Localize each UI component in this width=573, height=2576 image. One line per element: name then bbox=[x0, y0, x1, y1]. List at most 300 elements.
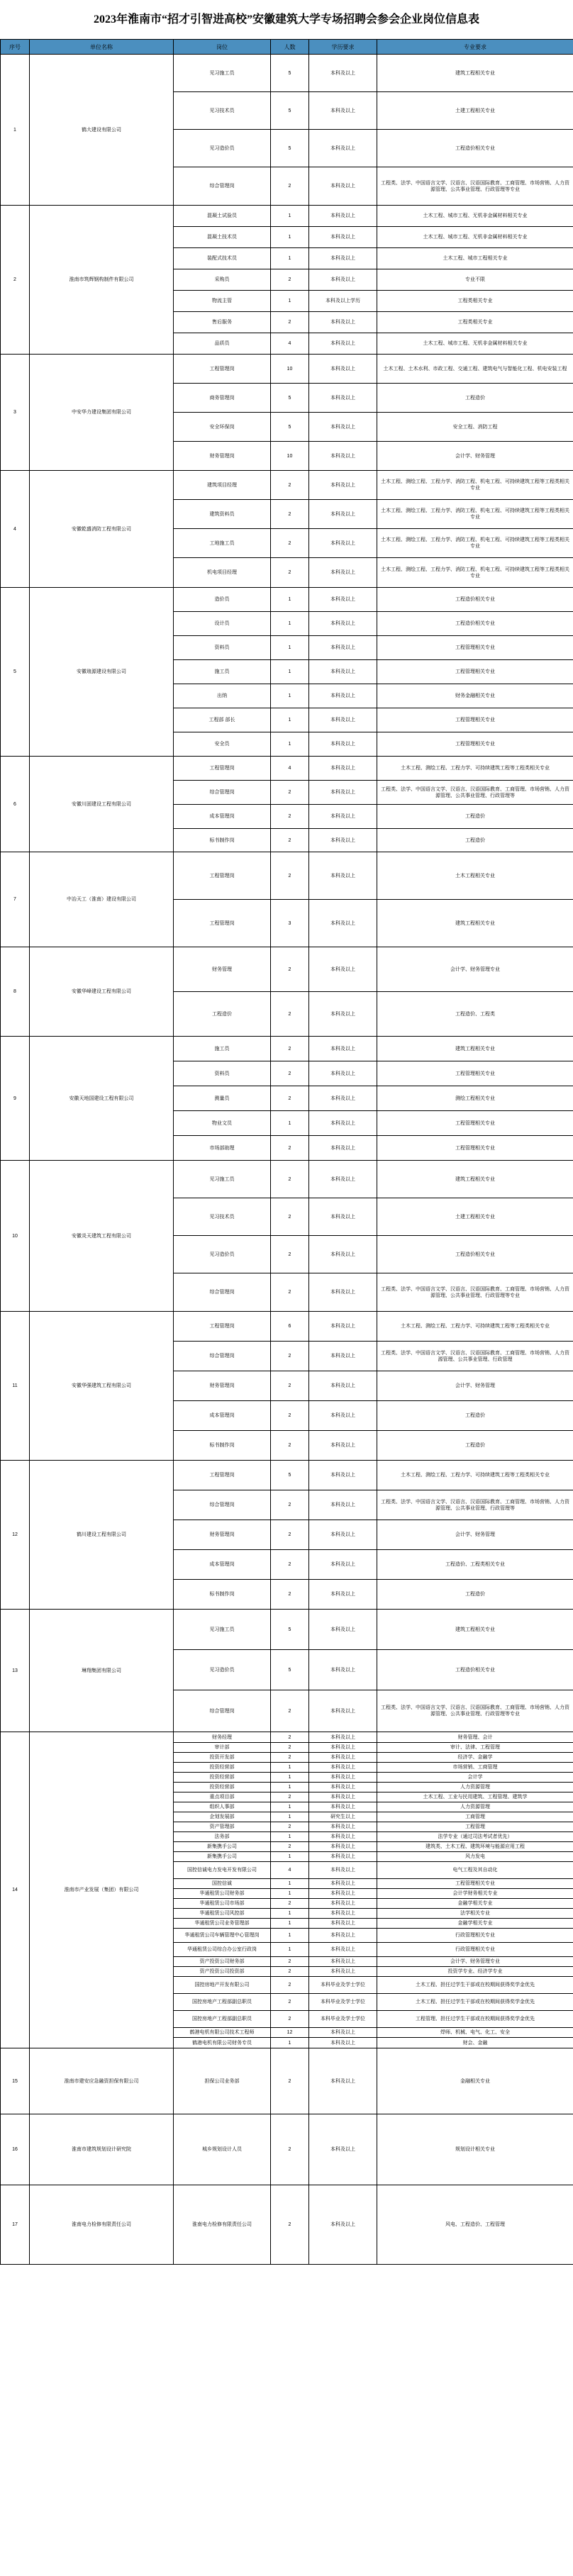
major-requirement: 土木工程、测绘工程、工程力学、消防工程、机电工程、可持续建筑工程等工程类相关专业 bbox=[377, 500, 573, 529]
table-row bbox=[1, 757, 573, 781]
head-count: 2 bbox=[271, 1550, 309, 1580]
major-requirement: 风力发电 bbox=[377, 1852, 573, 1862]
major-requirement: 工程类相关专业 bbox=[377, 312, 573, 333]
major-requirement: 工程类、法学、中国语言文学、汉语言、汉语国际教育、工商管理、市场营销、人力资源管理、公共事业管理、行政管理等专业 bbox=[377, 1273, 573, 1312]
position-title: 见习技术员 bbox=[174, 1198, 271, 1236]
major-requirement: 会计学、财务管理 bbox=[377, 442, 573, 471]
head-count: 1 bbox=[271, 1879, 309, 1889]
position-title: 工程管理岗 bbox=[174, 852, 271, 900]
head-count: 1 bbox=[271, 1763, 309, 1773]
company-name: 淮南市建筑规划设计研究院 bbox=[30, 2114, 174, 2185]
row-index: 12 bbox=[1, 1461, 30, 1610]
major-requirement: 工程造价 bbox=[377, 805, 573, 829]
major-requirement: 工程管理相关专业 bbox=[377, 1879, 573, 1889]
major-requirement: 建筑工程相关专业 bbox=[377, 55, 573, 92]
major-requirement: 工程造价相关专业 bbox=[377, 130, 573, 167]
major-requirement: 行政管理相关专业 bbox=[377, 1929, 573, 1943]
position-title: 成本管理岗 bbox=[174, 1401, 271, 1431]
head-count: 1 bbox=[271, 1111, 309, 1136]
position-title: 混凝土技术员 bbox=[174, 227, 271, 248]
education-requirement: 本科及以上 bbox=[309, 1490, 377, 1520]
education-requirement: 本科及以上 bbox=[309, 1943, 377, 1957]
education-requirement: 本科及以上 bbox=[309, 1929, 377, 1943]
major-requirement: 工程管理、担任过学生干部或在校期间获得奖学金优先 bbox=[377, 2011, 573, 2028]
education-requirement: 本科及以上 bbox=[309, 558, 377, 588]
head-count: 5 bbox=[271, 55, 309, 92]
head-count: 2 bbox=[271, 1899, 309, 1909]
row-index: 13 bbox=[1, 1610, 30, 1732]
head-count: 1 bbox=[271, 732, 309, 757]
major-requirement: 土木工程、测绘工程、工程力学、可持续建筑工程等工程类相关专业 bbox=[377, 757, 573, 781]
major-requirement: 金融相关专业 bbox=[377, 2048, 573, 2114]
head-count: 1 bbox=[271, 708, 309, 732]
head-count: 2 bbox=[271, 992, 309, 1037]
position-title: 资产投资公司财务部 bbox=[174, 1957, 271, 1967]
head-count: 1 bbox=[271, 1783, 309, 1792]
position-title: 见习造价员 bbox=[174, 1650, 271, 1690]
head-count: 2 bbox=[271, 1690, 309, 1732]
education-requirement: 本科及以上 bbox=[309, 900, 377, 947]
education-requirement: 本科及以上学历 bbox=[309, 291, 377, 312]
head-count: 2 bbox=[271, 269, 309, 291]
major-requirement: 投资学专业、经济学专业 bbox=[377, 1967, 573, 1977]
position-title: 售后服务 bbox=[174, 312, 271, 333]
position-title: 华通租赁公司风控部 bbox=[174, 1909, 271, 1919]
major-requirement: 建筑工程相关专业 bbox=[377, 1161, 573, 1198]
education-requirement: 本科及以上 bbox=[309, 1401, 377, 1431]
position-title: 设计员 bbox=[174, 612, 271, 636]
head-count: 2 bbox=[271, 2048, 309, 2114]
row-index: 11 bbox=[1, 1312, 30, 1461]
position-title: 财务管理岗 bbox=[174, 1371, 271, 1401]
position-title: 工程造价 bbox=[174, 992, 271, 1037]
education-requirement: 本科及以上 bbox=[309, 1909, 377, 1919]
head-count: 1 bbox=[271, 1919, 309, 1929]
major-requirement: 工程造价、工程类相关专业 bbox=[377, 1550, 573, 1580]
table-row bbox=[1, 1461, 573, 1490]
table-row bbox=[1, 206, 573, 227]
education-requirement: 本科及以上 bbox=[309, 1842, 377, 1852]
position-title: 工程管理岗 bbox=[174, 1461, 271, 1490]
major-requirement: 会计学、财务管理 bbox=[377, 1371, 573, 1401]
major-requirement: 工程造价 bbox=[377, 1580, 573, 1610]
major-requirement: 工程管理相关专业 bbox=[377, 708, 573, 732]
head-count: 2 bbox=[271, 1401, 309, 1431]
head-count: 2 bbox=[271, 312, 309, 333]
head-count: 12 bbox=[271, 2028, 309, 2038]
head-count: 5 bbox=[271, 1610, 309, 1650]
head-count: 2 bbox=[271, 2185, 309, 2265]
education-requirement: 本科及以上 bbox=[309, 829, 377, 852]
major-requirement: 工程类、法学、中国语言文学、汉语言、汉语国际教育、工商管理、市场营销、人力资源管理、公共事业管理、行政管理等专业 bbox=[377, 167, 573, 206]
head-count: 2 bbox=[271, 781, 309, 805]
table-header-row bbox=[1, 40, 573, 55]
position-title: 鹤港电机有限公司技术工程师 bbox=[174, 2028, 271, 2038]
major-requirement: 建筑工程相关专业 bbox=[377, 1610, 573, 1650]
position-title: 混凝土试验员 bbox=[174, 206, 271, 227]
major-requirement: 焊师、机械、电气、化工、安全 bbox=[377, 2028, 573, 2038]
major-requirement: 财会、金融 bbox=[377, 2038, 573, 2048]
head-count: 2 bbox=[271, 1822, 309, 1832]
major-requirement: 工程管理相关专业 bbox=[377, 636, 573, 660]
head-count: 2 bbox=[271, 1236, 309, 1273]
company-name: 淮南市筑辉钢构制件有限公司 bbox=[30, 206, 174, 355]
header-company: 单位名称 bbox=[30, 40, 174, 55]
education-requirement: 本科及以上 bbox=[309, 684, 377, 708]
education-requirement: 本科及以上 bbox=[309, 732, 377, 757]
education-requirement: 本科及以上 bbox=[309, 227, 377, 248]
position-title: 建筑资料员 bbox=[174, 500, 271, 529]
position-title: 工程部 部长 bbox=[174, 708, 271, 732]
row-index: 10 bbox=[1, 1161, 30, 1312]
head-count: 2 bbox=[271, 1037, 309, 1061]
major-requirement: 工程造价 bbox=[377, 1401, 573, 1431]
company-name: 安徽乾盛消防工程有限公司 bbox=[30, 471, 174, 588]
major-requirement: 工程造价 bbox=[377, 1431, 573, 1461]
head-count: 1 bbox=[271, 1832, 309, 1842]
major-requirement: 规划设计相关专业 bbox=[377, 2114, 573, 2185]
position-title: 物流主管 bbox=[174, 291, 271, 312]
major-requirement: 工程管理相关专业 bbox=[377, 660, 573, 684]
head-count: 1 bbox=[271, 1943, 309, 1957]
major-requirement: 土木工程相关专业 bbox=[377, 852, 573, 900]
company-name: 琳翔集团有限公司 bbox=[30, 1610, 174, 1732]
recruitment-table-wrap bbox=[0, 39, 573, 2265]
position-title: 综合管理岗 bbox=[174, 1342, 271, 1371]
education-requirement: 本科及以上 bbox=[309, 529, 377, 558]
table-row bbox=[1, 2114, 573, 2185]
education-requirement: 本科及以上 bbox=[309, 1236, 377, 1273]
education-requirement: 本科及以上 bbox=[309, 2048, 377, 2114]
position-title: 资料员 bbox=[174, 1061, 271, 1086]
major-requirement: 财务管理、会计 bbox=[377, 1732, 573, 1743]
position-title: 国控信诚 bbox=[174, 1879, 271, 1889]
head-count: 1 bbox=[271, 1812, 309, 1822]
major-requirement: 土木工程、工业与民用建筑、工程管理、建筑学 bbox=[377, 1792, 573, 1802]
position-title: 综合管理岗 bbox=[174, 1690, 271, 1732]
education-requirement: 本科及以上 bbox=[309, 1061, 377, 1086]
education-requirement: 本科及以上 bbox=[309, 1783, 377, 1792]
head-count: 2 bbox=[271, 1792, 309, 1802]
head-count: 2 bbox=[271, 471, 309, 500]
head-count: 2 bbox=[271, 2011, 309, 2028]
major-requirement: 会计学 bbox=[377, 1773, 573, 1783]
table-row bbox=[1, 1732, 573, 1743]
education-requirement: 本科及以上 bbox=[309, 1580, 377, 1610]
major-requirement: 工程管理相关专业 bbox=[377, 1061, 573, 1086]
position-title: 成本管理岗 bbox=[174, 1550, 271, 1580]
head-count: 2 bbox=[271, 1273, 309, 1312]
head-count: 2 bbox=[271, 1371, 309, 1401]
head-count: 2 bbox=[271, 1967, 309, 1977]
major-requirement: 审计、法律、工程管理 bbox=[377, 1743, 573, 1753]
education-requirement: 本科及以上 bbox=[309, 1550, 377, 1580]
head-count: 1 bbox=[271, 1889, 309, 1899]
position-title: 施工员 bbox=[174, 660, 271, 684]
company-name: 安徽川固建设工程有限公司 bbox=[30, 757, 174, 852]
major-requirement: 土木工程、城市工程、无机非金属材料相关专业 bbox=[377, 206, 573, 227]
head-count: 2 bbox=[271, 1732, 309, 1743]
head-count: 1 bbox=[271, 1929, 309, 1943]
position-title: 综合管理岗 bbox=[174, 1490, 271, 1520]
major-requirement: 工程造价相关专业 bbox=[377, 588, 573, 612]
major-requirement: 安全工程、消防工程 bbox=[377, 413, 573, 442]
head-count: 1 bbox=[271, 1852, 309, 1862]
education-requirement: 本科及以上 bbox=[309, 1822, 377, 1832]
head-count: 5 bbox=[271, 130, 309, 167]
head-count: 1 bbox=[271, 1773, 309, 1783]
position-title: 投资开发部 bbox=[174, 1753, 271, 1763]
major-requirement: 会计学、财务管理专业 bbox=[377, 947, 573, 992]
major-requirement: 会计学、财务管理专业 bbox=[377, 1957, 573, 1967]
major-requirement: 工程类、法学、中国语言文学、汉语言、汉语国际教育、工商管理、市场营销、人力资源管理、公共事业管理、行政管理等 bbox=[377, 1490, 573, 1520]
position-title: 成本管理岗 bbox=[174, 805, 271, 829]
head-count: 2 bbox=[271, 1086, 309, 1111]
major-requirement: 风电、工程造价、工程管理 bbox=[377, 2185, 573, 2265]
education-requirement: 本科及以上 bbox=[309, 947, 377, 992]
head-count: 4 bbox=[271, 1862, 309, 1879]
education-requirement: 本科及以上 bbox=[309, 1967, 377, 1977]
education-requirement: 本科及以上 bbox=[309, 1957, 377, 1967]
major-requirement: 土建工程相关专业 bbox=[377, 92, 573, 130]
head-count: 2 bbox=[271, 1842, 309, 1852]
company-name: 安徽炎天建筑工程有限公司 bbox=[30, 1161, 174, 1312]
position-title: 投资经营部 bbox=[174, 1763, 271, 1773]
position-title: 淮南电力检修有限责任公司 bbox=[174, 2185, 271, 2265]
major-requirement: 金融学相关专业 bbox=[377, 1899, 573, 1909]
education-requirement: 本科及以上 bbox=[309, 2185, 377, 2265]
education-requirement: 本科毕业及学士学位 bbox=[309, 1977, 377, 1994]
major-requirement: 土木工程、土木水利、市政工程、交通工程、建筑电气与智能化工程、机电安装工程 bbox=[377, 355, 573, 384]
head-count: 2 bbox=[271, 1580, 309, 1610]
major-requirement: 建筑工程相关专业 bbox=[377, 900, 573, 947]
position-title: 见习施工员 bbox=[174, 1161, 271, 1198]
header-count: 人数 bbox=[271, 40, 309, 55]
row-index: 16 bbox=[1, 2114, 30, 2185]
position-title: 投资经营部 bbox=[174, 1773, 271, 1783]
position-title: 财务管理岗 bbox=[174, 1520, 271, 1550]
head-count: 2 bbox=[271, 1490, 309, 1520]
education-requirement: 本科及以上 bbox=[309, 2028, 377, 2038]
major-requirement: 金融学相关专业 bbox=[377, 1919, 573, 1929]
major-requirement: 工程类、法学、中国语言文学、汉语言、汉语国际教育、工商管理、市场营销、人力资源管理、公共事业管理、行政管理 bbox=[377, 1342, 573, 1371]
education-requirement: 本科及以上 bbox=[309, 757, 377, 781]
education-requirement: 本科及以上 bbox=[309, 167, 377, 206]
major-requirement: 工程造价相关专业 bbox=[377, 612, 573, 636]
major-requirement: 工程管理相关专业 bbox=[377, 1111, 573, 1136]
position-title: 安全员 bbox=[174, 732, 271, 757]
major-requirement: 法学专业（通过司法考试者优先） bbox=[377, 1832, 573, 1842]
header-major: 专业要求 bbox=[377, 40, 573, 55]
position-title: 国控房地产开发有限公司 bbox=[174, 1977, 271, 1994]
table-row bbox=[1, 471, 573, 500]
education-requirement: 本科及以上 bbox=[309, 1753, 377, 1763]
company-name: 中冶天工（淮南）建设有限公司 bbox=[30, 852, 174, 947]
education-requirement: 本科及以上 bbox=[309, 588, 377, 612]
major-requirement: 工程造价 bbox=[377, 829, 573, 852]
head-count: 2 bbox=[271, 1520, 309, 1550]
position-title: 见习施工员 bbox=[174, 1610, 271, 1650]
education-requirement: 本科及以上 bbox=[309, 708, 377, 732]
education-requirement: 本科及以上 bbox=[309, 1610, 377, 1650]
education-requirement: 本科及以上 bbox=[309, 612, 377, 636]
row-index: 2 bbox=[1, 206, 30, 355]
major-requirement: 工程类、法学、中国语言文学、汉语言、汉语国际教育、工商管理、市场营销、人力资源管理、公共事业管理、行政管理等 bbox=[377, 781, 573, 805]
head-count: 2 bbox=[271, 1753, 309, 1763]
major-requirement: 土木工程、城市工程、无机非金属材料相关专业 bbox=[377, 227, 573, 248]
position-title: 财务经理 bbox=[174, 1732, 271, 1743]
position-title: 城乡规划设计人员 bbox=[174, 2114, 271, 2185]
head-count: 10 bbox=[271, 442, 309, 471]
education-requirement: 本科及以上 bbox=[309, 55, 377, 92]
position-title: 资产管理部 bbox=[174, 1822, 271, 1832]
education-requirement: 本科及以上 bbox=[309, 992, 377, 1037]
company-name: 淮南电力检修有限责任公司 bbox=[30, 2185, 174, 2265]
position-title: 新集携手公司 bbox=[174, 1842, 271, 1852]
header-index: 序号 bbox=[1, 40, 30, 55]
table-row bbox=[1, 2048, 573, 2114]
education-requirement: 本科及以上 bbox=[309, 1879, 377, 1889]
position-title: 国控房地产工程部副总职员 bbox=[174, 1994, 271, 2011]
position-title: 综合管理岗 bbox=[174, 167, 271, 206]
position-title: 审计部 bbox=[174, 1743, 271, 1753]
head-count: 2 bbox=[271, 558, 309, 588]
major-requirement: 土木工程、测绘工程、工程力学、消防工程、机电工程、可持续建筑工程等工程类相关专业 bbox=[377, 471, 573, 500]
company-name: 鹤川建设工程有限公司 bbox=[30, 1461, 174, 1610]
major-requirement: 土木工程、担任过学生干部或在校期间获得奖学金优先 bbox=[377, 1994, 573, 2011]
position-title: 组织人事部 bbox=[174, 1802, 271, 1812]
row-index: 1 bbox=[1, 55, 30, 206]
head-count: 2 bbox=[271, 805, 309, 829]
head-count: 6 bbox=[271, 1312, 309, 1342]
position-title: 华通租赁公司业务管理部 bbox=[174, 1919, 271, 1929]
major-requirement: 建筑工程相关专业 bbox=[377, 1037, 573, 1061]
head-count: 1 bbox=[271, 1802, 309, 1812]
education-requirement: 本科及以上 bbox=[309, 1136, 377, 1161]
education-requirement: 本科及以上 bbox=[309, 1650, 377, 1690]
header-position: 岗位 bbox=[174, 40, 271, 55]
position-title: 机电项目经理 bbox=[174, 558, 271, 588]
position-title: 见习施工员 bbox=[174, 55, 271, 92]
position-title: 国控信诚电力发电开发有限公司 bbox=[174, 1862, 271, 1879]
head-count: 1 bbox=[271, 1909, 309, 1919]
major-requirement: 专业不限 bbox=[377, 269, 573, 291]
education-requirement: 本科及以上 bbox=[309, 1371, 377, 1401]
education-requirement: 本科及以上 bbox=[309, 1690, 377, 1732]
education-requirement: 本科及以上 bbox=[309, 1802, 377, 1812]
position-title: 见习技术员 bbox=[174, 92, 271, 130]
education-requirement: 本科及以上 bbox=[309, 1832, 377, 1842]
major-requirement: 工程造价、工程类 bbox=[377, 992, 573, 1037]
major-requirement: 财务金融相关专业 bbox=[377, 684, 573, 708]
major-requirement: 会计学财务相关专业 bbox=[377, 1889, 573, 1899]
position-title: 鹤港电机有限公司财务专员 bbox=[174, 2038, 271, 2048]
table-row bbox=[1, 1312, 573, 1342]
education-requirement: 本科及以上 bbox=[309, 2114, 377, 2185]
company-name: 中安华力建设集团有限公司 bbox=[30, 355, 174, 471]
position-title: 见习造价员 bbox=[174, 130, 271, 167]
head-count: 1 bbox=[271, 588, 309, 612]
head-count: 2 bbox=[271, 1161, 309, 1198]
education-requirement: 本科及以上 bbox=[309, 1431, 377, 1461]
education-requirement: 本科及以上 bbox=[309, 1732, 377, 1743]
head-count: 1 bbox=[271, 2038, 309, 2048]
position-title: 标书制作岗 bbox=[174, 1580, 271, 1610]
position-title: 担保公司业务部 bbox=[174, 2048, 271, 2114]
row-index: 14 bbox=[1, 1732, 30, 2048]
head-count: 2 bbox=[271, 947, 309, 992]
education-requirement: 本科毕业及学士学位 bbox=[309, 2011, 377, 2028]
position-title: 法务部 bbox=[174, 1832, 271, 1842]
position-title: 新集携手公司 bbox=[174, 1852, 271, 1862]
position-title: 标书制作岗 bbox=[174, 829, 271, 852]
table-row bbox=[1, 588, 573, 612]
education-requirement: 本科及以上 bbox=[309, 1862, 377, 1879]
education-requirement: 本科及以上 bbox=[309, 1037, 377, 1061]
table-row bbox=[1, 947, 573, 992]
education-requirement: 本科及以上 bbox=[309, 781, 377, 805]
education-requirement: 本科及以上 bbox=[309, 206, 377, 227]
company-name: 淮南市产业发展（集团）有限公司 bbox=[30, 1732, 174, 2048]
position-title: 物业文员 bbox=[174, 1111, 271, 1136]
education-requirement: 本科及以上 bbox=[309, 1919, 377, 1929]
education-requirement: 本科及以上 bbox=[309, 2038, 377, 2048]
head-count: 2 bbox=[271, 829, 309, 852]
position-title: 工地施工员 bbox=[174, 529, 271, 558]
education-requirement: 本科及以上 bbox=[309, 1312, 377, 1342]
major-requirement: 工程类相关专业 bbox=[377, 291, 573, 312]
row-index: 5 bbox=[1, 588, 30, 757]
education-requirement: 本科及以上 bbox=[309, 1520, 377, 1550]
education-requirement: 本科及以上 bbox=[309, 1111, 377, 1136]
major-requirement: 工程类、法学、中国语言文学、汉语言、汉语国际教育、工商管理、市场营销、人力资源管理、公共事业管理、行政管理等专业 bbox=[377, 1690, 573, 1732]
head-count: 5 bbox=[271, 1461, 309, 1490]
head-count: 3 bbox=[271, 900, 309, 947]
education-requirement: 本科及以上 bbox=[309, 269, 377, 291]
head-count: 2 bbox=[271, 1977, 309, 1994]
education-requirement: 本科及以上 bbox=[309, 384, 377, 413]
row-index: 8 bbox=[1, 947, 30, 1037]
head-count: 10 bbox=[271, 355, 309, 384]
header-education: 学历要求 bbox=[309, 40, 377, 55]
page-title: 2023年淮南市“招才引智进高校”安徽建筑大学专场招聘会参会企业岗位信息表 bbox=[93, 13, 479, 26]
company-name: 淮南市建安应急融资担保有限公司 bbox=[30, 2048, 174, 2114]
education-requirement: 本科及以上 bbox=[309, 471, 377, 500]
major-requirement: 工程造价相关专业 bbox=[377, 1236, 573, 1273]
major-requirement: 人力资源管理 bbox=[377, 1802, 573, 1812]
education-requirement: 本科及以上 bbox=[309, 636, 377, 660]
major-requirement: 电气工程及其自动化 bbox=[377, 1862, 573, 1879]
education-requirement: 本科及以上 bbox=[309, 1198, 377, 1236]
position-title: 工程管理岗 bbox=[174, 900, 271, 947]
company-name: 鹤大建设有限公司 bbox=[30, 55, 174, 206]
head-count: 2 bbox=[271, 1957, 309, 1967]
row-index: 17 bbox=[1, 2185, 30, 2265]
education-requirement: 本科及以上 bbox=[309, 1743, 377, 1753]
row-index: 9 bbox=[1, 1037, 30, 1161]
position-title: 市场部助理 bbox=[174, 1136, 271, 1161]
position-title: 造价员 bbox=[174, 588, 271, 612]
head-count: 4 bbox=[271, 757, 309, 781]
position-title: 测量员 bbox=[174, 1086, 271, 1111]
position-title: 工程管理岗 bbox=[174, 1312, 271, 1342]
position-title: 华通租赁公司车辆管理中心管理岗 bbox=[174, 1929, 271, 1943]
education-requirement: 研究生以上 bbox=[309, 1812, 377, 1822]
major-requirement: 土木工程、担任过学生干部或在校期间获得奖学金优先 bbox=[377, 1977, 573, 1994]
table-body bbox=[1, 55, 573, 2265]
position-title: 采购员 bbox=[174, 269, 271, 291]
head-count: 2 bbox=[271, 852, 309, 900]
